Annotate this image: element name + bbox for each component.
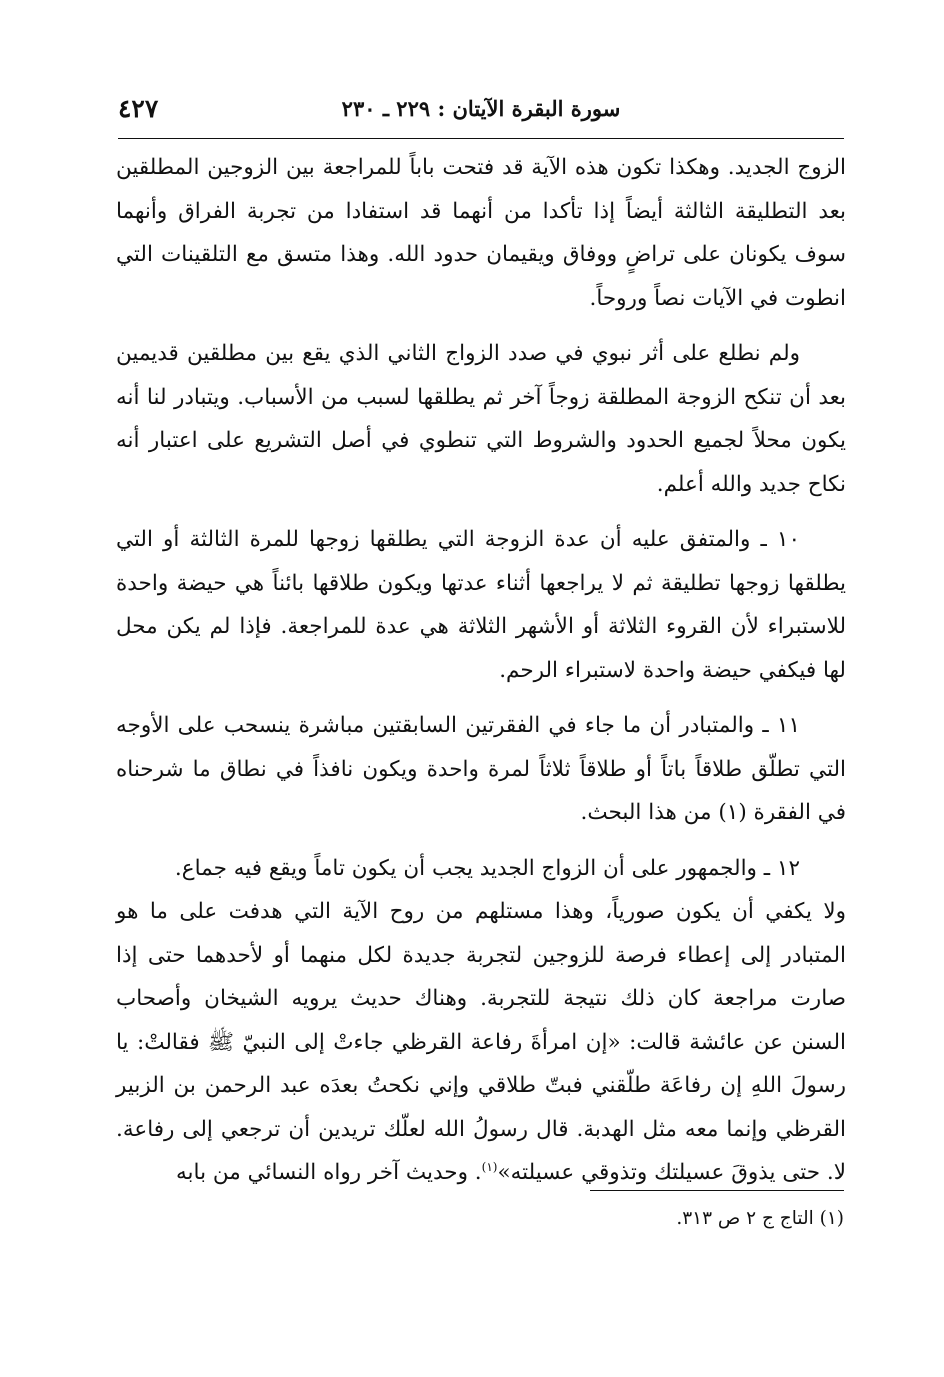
paragraph-item-11: ١١ ـ والمتبادر أن ما جاء في الفقرتين السابقتين مباشرة ينسحب على الأوجه التي تطلّق طلاقاً باتاً أو طلاقاً ثلاثاً لمرة واحدة ويكون نافذاً في نطاق ما شرحناه في الفقرة (١) من هذا البحث. (116, 713, 846, 825)
footnote-reference: (١) (481, 1159, 498, 1174)
paragraph-hadith (116, 890, 846, 1195)
paragraph-item-12: ١٢ ـ والجمهور على أن الزواج الجديد يجب أن يكون تاماً ويقع فيه جماع. (174, 855, 800, 881)
paragraph-1: الزوج الجديد. وهكذا تكون هذه الآية قد فتحت باباً للمراجعة بين الزوجين المطلقين بعد التطليقة الثالثة أيضاً إذا تأكدا من أنهما قد استفادا من تجربة الفراق وأنهما سوف يكونان على تراضٍ ووفاق ويقيمان حدود الله. وهذا متسق مع التلقينات التي انطوت في الآيات نصاً وروحاً. (116, 155, 846, 311)
paragraph-item-10: ١٠ ـ والمتفق عليه أن عدة الزوجة التي يطلقها زوجها للمرة الثالثة أو التي يطلقها زوجها تطليقة ثم لا يراجعها أثناء عدتها ويكون طلاقها بائناً هي حيضة واحدة للاستبراء لأن القروء الثلاثة أو الأشهر الثلاثة هي عدة للمراجعة. فإذا لم يكن محل لها فيكفي حيضة واحدة لاستبراء الرحم. (116, 527, 846, 683)
hadith-text: ولا يكفي أن يكون صورياً، وهذا مستلهم من روح الآية التي هدفت على ما هو المتبادر إلى إعطاء فرصة للزوجين لتجربة جديدة لكل منهما أو لأحدهما حتى إذا صارت مراجعة كان ذلك نتيجة للتجربة. وهناك حديث يرويه الشيخان وأصحاب السنن عن عائشة قالت: «إن امرأةَ رفاعة القرظي جاءتْ إلى النبيّ ﷺ فقالتْ: يا رسولَ اللهِ إن رفاعَة طلّقني فبتّ طلاقي وإني نكحتُ بعدَه عبد الرحمن بن الزبير القرظي وإنما معه مثل الهدبة. قال رسولُ الله لعلّك تريدين أن ترجعي إلى رفاعة. لا. حتى يذوقَ عسيلتك وتذوقي عسيلته» (116, 899, 846, 1185)
hadith-continuation: . وحديث آخر رواه النسائي من بابه (176, 1160, 482, 1185)
paragraph-2: ولم نطلع على أثر نبوي في صدد الزواج الثاني الذي يقع بين مطلقين قديمين بعد أن تنكح الزوجة المطلقة زوجاً آخر ثم يطلقها لسبب من الأسباب. ويتبادر لنا أنه يكون محلاً لجميع الحدود والشروط التي تنطوي في أصل التشريع على اعتبار أنه نكاح جديد والله أعلم. (116, 341, 846, 497)
footnote-divider (590, 1190, 844, 1191)
running-header (118, 92, 844, 139)
page-number: ٤٢٧ (118, 94, 159, 123)
main-text (116, 146, 846, 1207)
header-title: سورة البقرة الآيتان : ٢٢٩ ـ ٢٣٠ (341, 96, 621, 121)
footnote: (١) التاج ج ٢ ص ٣١٣. (676, 1208, 844, 1229)
